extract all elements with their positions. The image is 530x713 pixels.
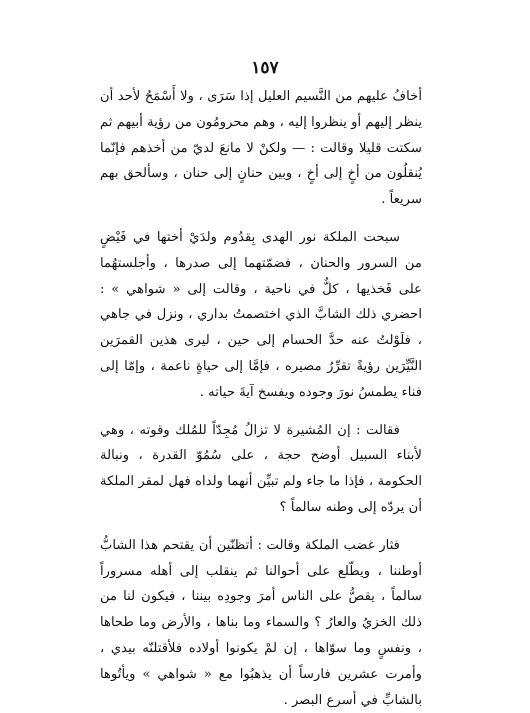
- body-text: [100, 84, 422, 713]
- page-number: ١٥٧: [251, 58, 279, 78]
- paragraph: فثار غضب الملكة وقالت : أتظنّين أن يقتحم هذا الشابُّ أوطننا ، ويطّلع على أحوالنا ثم ينقلب إلى أهله مسروراً سالماً ، يقصُّ على الناس أمرَ وجودِه بيننا ، فيكون لنا من ذلك الخزيُ والعارُ ؟ والسماء وما بناها ، والأرض وما طحاها ، ونفسٍ وما سوّاها ، إن لمْ يكونوا أولاده فلأقتلنّه بيدي ، وأمرت عشرين فارساً أن يذهبُوا مع « شواهي » ويأتُوها بالشابِّ في أسرع البصر .: [100, 537, 422, 708]
- paragraph-continuation: أخافُ عليهم من النَّسيم العليل إذا سَرَى ، ولا أَسْمَحُ لأحد أن ينظر إليهم أو ينظروا إليه ، وهم محرومُون من رؤية أبيهم ثم سكتت قليلا وقالت : — ولكنْ لا مانعَ لديّ من أخذهم فإنّما يُنقلُون من أخٍ إلى أخٍ ، وبين حنانٍ إلى حنان ، وسألحق بهم سريعاً .: [100, 89, 422, 208]
- paragraph: فقالت : إن المُشيرة لا تزالُ مُجِدّاً للمُلك وقوته ، وهي لأبناء السبيل أوضح حجة ، على سُمُوّ القدرة ، ونبالة الحكومة ، فإذا ما جاء ولم تبيِّن أنهما ولداه فهل لمقر الملكة أن يردّه إلى وطنه سالماً ؟: [100, 422, 422, 515]
- paragraph: سبحت الملكة نور الهدى بِقدُوم ولدَيْ أختها في فَيْضٍ من السرور والحنان ، فضمّتهما إلى صدرها ، وأجلستهُما على فَخذيها ، كلٌّ في ناحية ، وقالت إلى « شواهي » : احضري ذلك الشابَّ الذي اختصمتُ بداري ، ونزل في جاهي ، فلَوْلتُ عنه حدَّ الحسام إلى حين ، ليرى هذين القمرَين النَّيِّرَين رؤيةً تقرِّرُ مصيره ، فإمَّا إلى حياةٍ ناعمة ، وإمّا إلى فناء يطمسُ نورَ وجوده ويفسخ آيةَ حياته .: [100, 229, 422, 400]
